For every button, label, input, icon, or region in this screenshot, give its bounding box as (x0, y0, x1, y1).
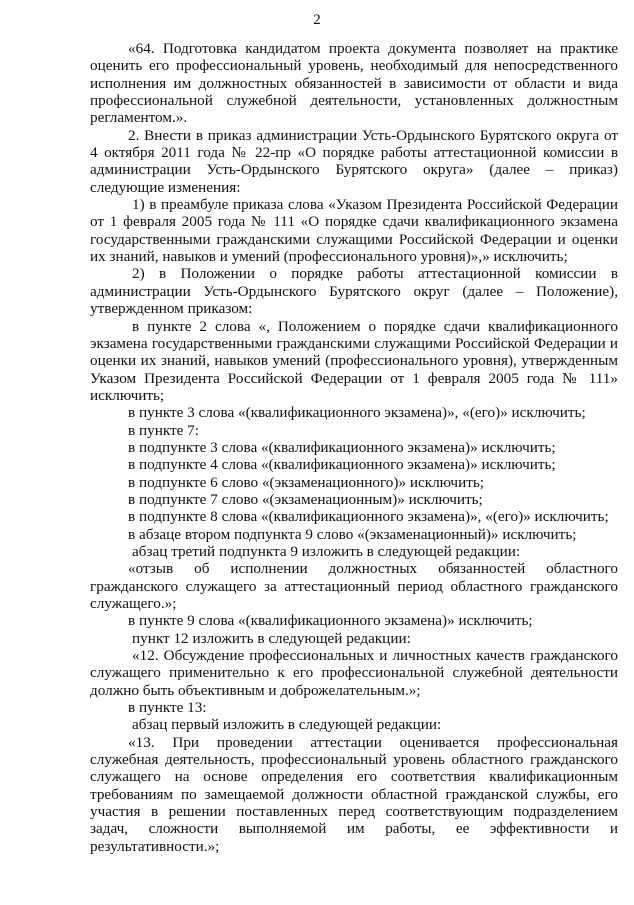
paragraph-subpoint-9-abzac-2: в абзаце втором подпункта 9 слово «(экзаменационный)» исключить; (128, 525, 577, 543)
paragraph-subitem-2: 2) в Положении о порядке работы аттестационной комиссии в администрации Усть-Ордынского Бурятского округ (далее – Положение), утвержденном приказом: (90, 265, 618, 318)
paragraph-point-12: пункт 12 изложить в следующей редакции: (132, 629, 411, 647)
paragraph-subpoint-4: в подпункте 4 слова «(квалификационного экзамена)» исключить; (128, 456, 556, 474)
paragraph-subpoint-3: в подпункте 3 слова «(квалификационного экзамена)» исключить; (128, 438, 556, 456)
paragraph-subpoint-9-abzac-3: абзац третий подпункта 9 изложить в следующей редакции: (132, 542, 521, 560)
paragraph-point-7: в пункте 7: (128, 421, 199, 439)
paragraph-quote-64: «64. Подготовка кандидатом проекта документа позволяет на практике оценить его профессиональный уровень, необходимый для непосредственного исполнения им должностных обязанностей в зависимости от области и вида профессиональной служебной деятельности, установленных должностным регламентом.». (90, 40, 618, 127)
paragraph-item-2: 2. Внести в приказ администрации Усть-Ордынского Бурятского округа от 4 октября 2011 года № 22-пр «О порядке работы аттестационной комиссии в администрации Усть-Ордынского Бурятского округа» (далее – приказ) следующие изменения: (90, 126, 618, 196)
paragraph-quote-13: «13. При проведении аттестации оценивается профессиональная служебная деятельность, профессиональный уровень областного гражданского служащего на основе определения его соответствия квалификационным требованиям по замещаемой должности областной гражданской службы, его участия в решении поставленных перед соответствующим подразделением задач, сложности выполняемой им работы, ее эффективности и результативности.»; (90, 733, 618, 855)
paragraph-abzac-1: абзац первый изложить в следующей редакции: (132, 716, 442, 734)
page-number: 2 (313, 12, 321, 28)
paragraph-point-9: в пункте 9 слова «(квалификационного экзамена)» исключить; (128, 612, 533, 630)
paragraph-subpoint-7: в подпункте 7 слово «(экзаменационным)» исключить; (128, 490, 483, 508)
paragraph-quote-otzyv: «отзыв об исполнении должностных обязанностей областного гражданского служащего за аттестационный период областного гражданского служащего.»; (90, 560, 618, 612)
paragraph-subpoint-6: в подпункте 6 слово «(экзаменационного)» исключить; (128, 473, 484, 491)
paragraph-point-13: в пункте 13: (128, 699, 207, 717)
paragraph-quote-12: «12. Обсуждение профессиональных и личностных качеств гражданского служащего применительно к его профессиональной служебной деятельности должно быть объективным и доброжелательным.»; (90, 647, 618, 699)
paragraph-subitem-1: 1) в преамбуле приказа слова «Указом Президента Российской Федерации от 1 февраля 2005 года № 111 «О порядке сдачи квалификационного экзамена государственными гражданскими служащими Российской Федерации и оценки их знаний, навыков и умений (профессионального уровня)»,» исключить; (90, 196, 618, 266)
document-body (90, 40, 618, 855)
paragraph-point-3: в пункте 3 слова «(квалификационного экзамена)», «(его)» исключить; (128, 404, 586, 422)
paragraph-subpoint-8: в подпункте 8 слова «(квалификационного экзамена)», «(его)» исключить; (128, 508, 609, 526)
paragraph-point-2: в пункте 2 слова «, Положением о порядке сдачи квалификационного экзамена государственными гражданскими служащими Российской Федерации и оценки их знаний, навыков умений (профессионального уровня), утвержденным Указом Президента Российской Федерации от 1 февраля 2005 года № 111» исключить; (90, 317, 618, 404)
